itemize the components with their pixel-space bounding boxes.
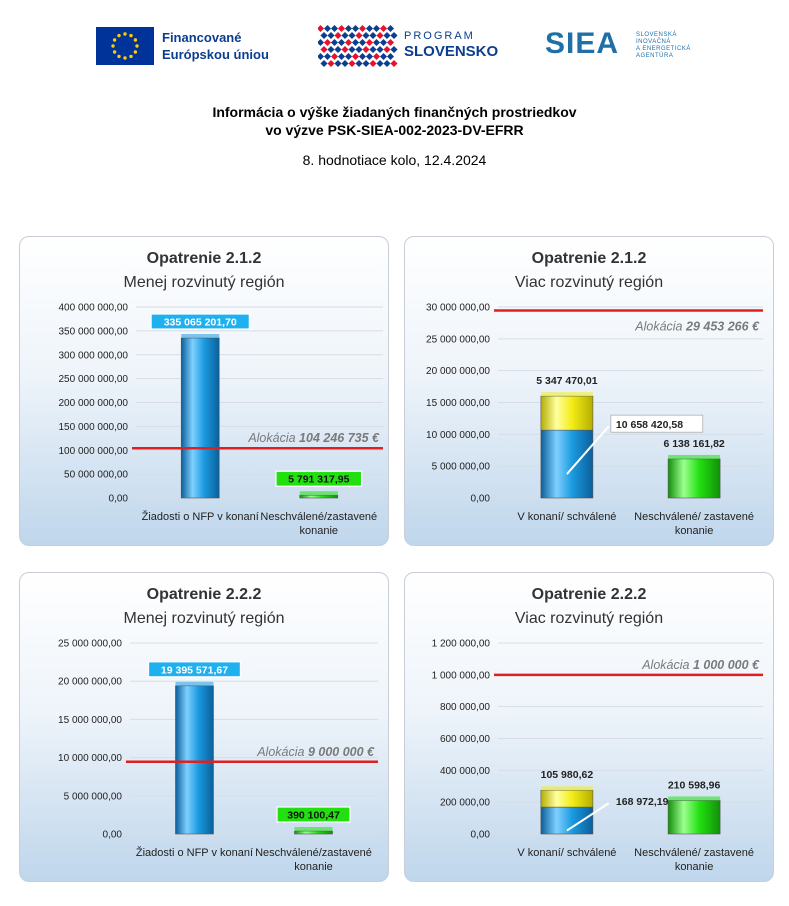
bar-cap — [541, 392, 593, 396]
y-tick-label: 300 000 000,00 — [58, 350, 128, 362]
y-tick-label: 100 000 000,00 — [58, 445, 128, 457]
x-category-label: Neschválené/ zastavené — [634, 847, 755, 859]
ps-diamond-icon — [359, 39, 366, 46]
ps-diamond-icon — [373, 25, 380, 32]
chart-title: Opatrenie 2.1.2 — [146, 250, 262, 267]
ps-diamond-icon — [352, 53, 359, 60]
eu-star-icon — [113, 38, 116, 41]
siea-logo: SIEA — [545, 27, 620, 60]
program-slovensko-label — [404, 30, 498, 60]
ps-diamond-icon — [327, 46, 334, 53]
program-line1: PROGRAM — [404, 30, 475, 42]
bar-cap — [181, 334, 219, 338]
y-tick-label: 15 000 000,00 — [58, 714, 122, 726]
y-tick-label: 20 000 000,00 — [426, 366, 490, 378]
ps-diamond-icon — [341, 46, 348, 53]
allocation-amount: 29 453 266 € — [686, 319, 759, 334]
y-tick-label: 200 000,00 — [439, 797, 490, 809]
ps-diamond-icon — [355, 32, 362, 39]
data-label: 5 347 470,01 — [536, 375, 598, 388]
ps-diamond-icon — [318, 53, 324, 60]
bar — [175, 686, 213, 834]
ps-diamond-icon — [338, 39, 345, 46]
eu-line2: Európskou úniou — [162, 47, 269, 62]
ps-diamond-icon — [373, 39, 380, 46]
ps-diamond-icon — [324, 25, 331, 32]
eu-star-icon — [134, 50, 137, 53]
eu-star-icon — [117, 55, 120, 58]
y-tick-label: 10 000 000,00 — [426, 429, 490, 441]
ps-diamond-icon — [318, 25, 324, 32]
allocation-prefix: Alokácia — [257, 744, 308, 759]
allocation-amount: 104 246 735 € — [299, 431, 379, 446]
allocation-prefix: Alokácia — [248, 431, 300, 446]
allocation-label — [256, 745, 375, 759]
ps-diamond-icon — [390, 46, 397, 53]
y-tick-label: 400 000,00 — [439, 765, 490, 777]
eu-star-icon — [113, 50, 116, 53]
x-category-label: konanie — [674, 525, 714, 537]
eu-star-icon — [111, 44, 114, 47]
ps-diamond-icon — [324, 53, 331, 60]
ps-diamond-icon — [334, 60, 341, 67]
chart-subtitle: Menej rozvinutý región — [123, 610, 285, 627]
program-slovensko-logo-icon — [318, 24, 398, 68]
ps-diamond-icon — [345, 25, 352, 32]
x-category-label: Žiadosti o NFP v konaní — [141, 511, 259, 523]
chart-panel-222-viac — [404, 572, 774, 882]
ps-diamond-icon — [352, 25, 359, 32]
chart-title: Opatrenie 2.2.2 — [531, 586, 647, 603]
siea-sub1: SLOVENSKÁ — [636, 32, 677, 38]
x-category-label: Žiadosti o NFP v konaní — [135, 847, 254, 859]
allocation-prefix: Alokácia — [635, 319, 686, 334]
page-title-line2: vo výzve PSK-SIEA-002-2023-DV-EFRR — [265, 122, 524, 138]
ps-diamond-icon — [320, 32, 327, 39]
ps-diamond-icon — [341, 32, 348, 39]
y-tick-label: 25 000 000,00 — [426, 334, 490, 346]
bar — [668, 800, 720, 834]
ps-diamond-icon — [362, 32, 369, 39]
y-tick-label: 350 000 000,00 — [58, 326, 128, 338]
ps-diamond-icon — [369, 60, 376, 67]
chart-title: Opatrenie 2.2.2 — [146, 586, 262, 603]
ps-diamond-icon — [390, 60, 397, 67]
eu-star-icon — [134, 38, 137, 41]
bar — [300, 495, 338, 498]
y-tick-label: 10 000 000,00 — [58, 753, 122, 765]
ps-diamond-icon — [362, 60, 369, 67]
ps-diamond-icon — [348, 46, 355, 53]
ps-diamond-icon — [376, 46, 383, 53]
ps-diamond-icon — [373, 53, 380, 60]
ps-diamond-icon — [338, 25, 345, 32]
ps-diamond-icon — [380, 25, 387, 32]
ps-diamond-icon — [320, 60, 327, 67]
ps-diamond-icon — [327, 60, 334, 67]
ps-diamond-icon — [348, 32, 355, 39]
bar — [668, 459, 720, 498]
y-tick-label: 15 000 000,00 — [426, 398, 490, 409]
page-title-line1: Informácia o výške žiadaných finančných prostriedkov — [212, 104, 577, 120]
eu-star-icon — [123, 56, 126, 59]
allocation-label — [247, 431, 380, 445]
data-label: 105 980,62 — [540, 769, 594, 782]
data-label: 19 395 571,67 — [160, 664, 229, 677]
ps-diamond-icon — [338, 53, 345, 60]
ps-diamond-icon — [387, 25, 394, 32]
y-tick-label: 0,00 — [108, 493, 128, 505]
eu-funding-label — [162, 29, 269, 63]
chart-subtitle: Viac rozvinutý región — [514, 610, 664, 627]
chart-svg — [405, 237, 773, 545]
bar-cap — [175, 682, 213, 686]
ps-diamond-icon — [359, 25, 366, 32]
ps-diamond-icon — [366, 39, 373, 46]
eu-star-icon — [135, 44, 138, 47]
y-tick-label: 0,00 — [470, 829, 490, 841]
siea-sub3: A ENERGETICKÁ — [636, 46, 691, 52]
y-tick-label: 5 000 000,00 — [431, 461, 490, 473]
ps-diamond-icon — [334, 32, 341, 39]
eu-star-icon — [129, 34, 132, 37]
ps-diamond-icon — [355, 46, 362, 53]
ps-diamond-icon — [331, 53, 338, 60]
ps-diamond-icon — [324, 39, 331, 46]
ps-diamond-icon — [366, 25, 373, 32]
ps-diamond-icon — [376, 32, 383, 39]
chart-subtitle: Menej rozvinutý región — [123, 274, 285, 291]
data-label: 6 138 161,82 — [663, 437, 725, 450]
x-category-label: Neschválené/ zastavené — [634, 511, 755, 523]
x-category-label: V konaní/ schválené — [517, 847, 617, 859]
siea-subtitle — [636, 32, 691, 60]
data-label: 210 598,96 — [667, 779, 721, 792]
allocation-label — [641, 658, 760, 672]
bar — [295, 831, 333, 834]
eu-star-icon — [129, 55, 132, 58]
ps-diamond-icon — [320, 46, 327, 53]
siea-sub4: AGENTÚRA — [636, 53, 674, 59]
ps-diamond-icon — [387, 39, 394, 46]
allocation-amount: 9 000 000 € — [307, 744, 374, 759]
allocation-amount: 1 000 000 € — [692, 657, 759, 672]
y-tick-label: 200 000 000,00 — [58, 398, 128, 409]
ps-diamond-icon — [366, 53, 373, 60]
chart-svg — [20, 237, 388, 545]
y-tick-label: 250 000 000,00 — [58, 374, 128, 386]
ps-diamond-icon — [362, 46, 369, 53]
chart-panel-212-menej — [19, 236, 389, 546]
ps-diamond-icon — [383, 60, 390, 67]
y-tick-label: 50 000 000,00 — [64, 469, 128, 481]
ps-diamond-icon — [327, 32, 334, 39]
bar — [541, 396, 593, 430]
ps-diamond-icon — [345, 39, 352, 46]
y-tick-label: 600 000,00 — [439, 734, 490, 745]
y-tick-label: 800 000,00 — [439, 702, 490, 714]
ps-diamond-icon — [331, 25, 338, 32]
ps-diamond-icon — [369, 46, 376, 53]
chart-panel-222-menej — [19, 572, 389, 882]
x-category-label: konanie — [294, 861, 333, 873]
y-tick-label: 400 000 000,00 — [58, 302, 128, 314]
bar-cap — [300, 491, 338, 495]
x-category-label: Neschválené/zastavené — [260, 511, 378, 523]
ps-diamond-icon — [390, 32, 397, 39]
data-label: 390 100,47 — [287, 809, 340, 822]
page-subtitle: 8. hodnotiace kolo, 12.4.2024 — [302, 152, 487, 168]
y-tick-label: 25 000 000,00 — [58, 638, 122, 650]
x-category-label: konanie — [674, 861, 714, 873]
data-label: 5 791 317,95 — [288, 473, 350, 486]
siea-sub2: INOVAČNÁ — [636, 39, 671, 45]
y-tick-label: 150 000 000,00 — [58, 421, 128, 433]
chart-title: Opatrenie 2.1.2 — [531, 250, 647, 267]
y-tick-label: 5 000 000,00 — [63, 791, 122, 803]
eu-star-icon — [123, 32, 126, 35]
y-tick-label: 1 200 000,00 — [431, 638, 490, 650]
bar — [181, 338, 219, 498]
x-category-label: Neschválené/zastavené — [255, 847, 372, 859]
data-label: 168 972,19 — [615, 796, 669, 809]
y-tick-label: 30 000 000,00 — [426, 302, 490, 314]
y-tick-label: 0,00 — [470, 493, 490, 505]
ps-diamond-icon — [380, 53, 387, 60]
x-category-label: konanie — [299, 525, 339, 537]
bar-cap — [668, 455, 720, 459]
program-line2: SLOVENSKO — [404, 43, 499, 60]
y-tick-label: 0,00 — [102, 829, 122, 841]
ps-diamond-icon — [345, 53, 352, 60]
chart-svg — [405, 573, 773, 881]
chart-subtitle: Viac rozvinutý región — [514, 274, 664, 291]
eu-line1: Financované — [162, 30, 242, 45]
y-tick-label: 20 000 000,00 — [58, 676, 122, 688]
ps-diamond-icon — [369, 32, 376, 39]
ps-diamond-icon — [383, 32, 390, 39]
ps-diamond-icon — [355, 60, 362, 67]
chart-svg — [20, 573, 388, 881]
bar-cap — [541, 786, 593, 790]
y-tick-label: 1 000 000,00 — [431, 670, 490, 682]
ps-diamond-icon — [387, 53, 394, 60]
bar-cap — [668, 796, 720, 800]
bar-cap — [295, 827, 333, 831]
eu-flag-icon — [96, 27, 154, 65]
ps-diamond-icon — [376, 60, 383, 67]
ps-diamond-icon — [318, 39, 324, 46]
data-label: 335 065 201,70 — [163, 316, 237, 329]
ps-diamond-icon — [334, 46, 341, 53]
ps-diamond-icon — [359, 53, 366, 60]
data-label: 10 658 420,58 — [615, 419, 684, 432]
ps-diamond-icon — [348, 60, 355, 67]
bar — [541, 790, 593, 807]
x-category-label: V konaní/ schválené — [517, 511, 617, 523]
ps-diamond-icon — [331, 39, 338, 46]
ps-diamond-icon — [380, 39, 387, 46]
ps-diamond-icon — [341, 60, 348, 67]
allocation-label — [634, 319, 760, 333]
chart-panel-212-viac — [404, 236, 774, 546]
eu-stars-icon — [96, 27, 154, 65]
logo-row — [0, 0, 789, 90]
bar — [541, 430, 593, 498]
allocation-prefix: Alokácia — [642, 657, 693, 672]
ps-diamond-icon — [352, 39, 359, 46]
ps-diamond-icon — [383, 46, 390, 53]
eu-star-icon — [117, 34, 120, 37]
